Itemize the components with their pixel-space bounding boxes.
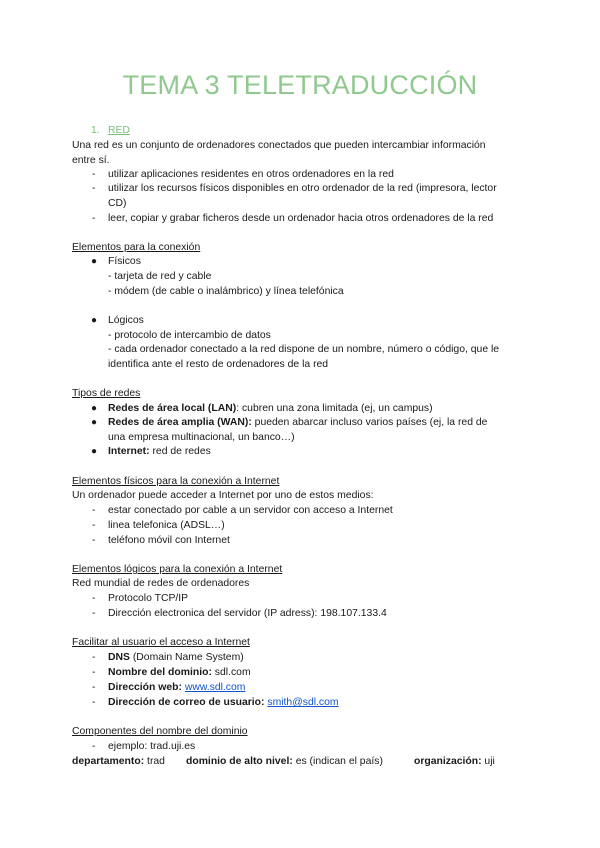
fisicos-internet-heading: Elementos físicos para la conexión a Internet <box>72 476 280 487</box>
list-item-internet: Internet: red de redes <box>108 446 211 457</box>
list-item: leer, copiar y grabar ficheros desde un ordenador hacia otros ordenadores de la red <box>108 213 494 224</box>
list-item: - protocolo de intercambio de datos <box>108 330 271 341</box>
dash-icon: - <box>92 741 96 752</box>
list-item: ejemplo: trad.uji.es <box>108 741 196 752</box>
list-item-dns: DNS (Domain Name System) <box>108 652 244 663</box>
list-item: utilizar aplicaciones residentes en otros ordenadores en la red <box>108 169 394 180</box>
web-link[interactable]: www.sdl.com <box>184 682 246 693</box>
dash-icon: - <box>92 682 96 693</box>
componentes-heading: Componentes del nombre del dominio <box>72 726 248 737</box>
list-item-wan: Redes de área amplia (WAN): pueden abarcar incluso varios países (ej, la red de <box>108 417 488 428</box>
page-title: TEMA 3 TELETRADUCCIÓN <box>122 70 478 100</box>
dash-icon: - <box>92 697 96 708</box>
tipos-heading: Tipos de redes <box>72 388 141 399</box>
fisicos-label: Físicos <box>108 256 141 267</box>
organizacion-field: organización: uji <box>414 756 495 767</box>
list-item: Protocolo TCP/IP <box>108 593 189 604</box>
bullet-icon: ● <box>91 446 98 457</box>
list-item: teléfono móvil con Internet <box>108 535 230 546</box>
list-item-web: Dirección web: www.sdl.com <box>108 682 246 693</box>
departamento-field: departamento: trad <box>72 756 165 767</box>
section-red-number: 1. <box>91 125 100 136</box>
list-item: linea telefonica (ADSL…) <box>108 520 225 531</box>
dash-icon: - <box>92 652 96 663</box>
list-item: - tarjeta de red y cable <box>108 271 212 282</box>
dash-icon: - <box>92 535 96 546</box>
list-item: estar conectado por cable a un servidor con acceso a Internet <box>108 505 393 516</box>
alto-nivel-field: dominio de alto nivel: es (indican el país) <box>186 756 383 767</box>
email-link[interactable]: smith@sdl.com <box>267 697 339 708</box>
red-intro-line1: Una red es un conjunto de ordenadores conectados que pueden intercambiar información <box>72 140 486 151</box>
list-item-continuation: una empresa multinacional, un banco…) <box>108 432 295 443</box>
list-item-continuation: identifica ante el resto de ordenadores de la red <box>108 359 329 370</box>
dash-icon: - <box>92 608 96 619</box>
dash-icon: - <box>92 183 96 194</box>
bullet-icon: ● <box>91 403 98 414</box>
list-item: - módem (de cable o inalámbrico) y línea telefónica <box>108 286 344 297</box>
list-item: utilizar los recursos físicos disponibles en otro ordenador de la red (impresora, lector <box>108 183 497 194</box>
list-item-lan: Redes de área local (LAN): cubren una zona limitada (ej, un campus) <box>108 403 433 414</box>
facilitar-heading: Facilitar al usuario el acceso a Internet <box>72 637 250 648</box>
bullet-icon: ● <box>91 256 98 267</box>
list-item-dominio: Nombre del dominio: sdl.com <box>108 667 251 678</box>
dash-icon: - <box>92 520 96 531</box>
dash-icon: - <box>92 593 96 604</box>
list-item: Dirección electronica del servidor (IP adress): 198.107.133.4 <box>108 608 387 619</box>
fisicos-internet-intro: Un ordenador puede acceder a Internet por uno de estos medios: <box>72 490 374 501</box>
list-item-continuation: CD) <box>108 198 127 209</box>
dash-icon: - <box>92 667 96 678</box>
logicos-internet-intro: Red mundial de redes de ordenadores <box>72 578 250 589</box>
list-item: - cada ordenador conectado a la red dispone de un nombre, número o código, que le <box>108 344 500 355</box>
dash-icon: - <box>92 505 96 516</box>
bullet-icon: ● <box>91 417 98 428</box>
dash-icon: - <box>92 213 96 224</box>
list-item-correo: Dirección de correo de usuario: smith@sdl.com <box>108 697 339 708</box>
bullet-icon: ● <box>91 315 98 326</box>
section-red-heading: RED <box>108 125 130 136</box>
logicos-internet-heading: Elementos lógicos para la conexión a Internet <box>72 564 283 575</box>
red-intro-line2: entre sí. <box>72 155 110 166</box>
dash-icon: - <box>92 169 96 180</box>
logicos-label: Lógicos <box>108 315 144 326</box>
conexion-heading: Elementos para la conexión <box>72 242 201 253</box>
